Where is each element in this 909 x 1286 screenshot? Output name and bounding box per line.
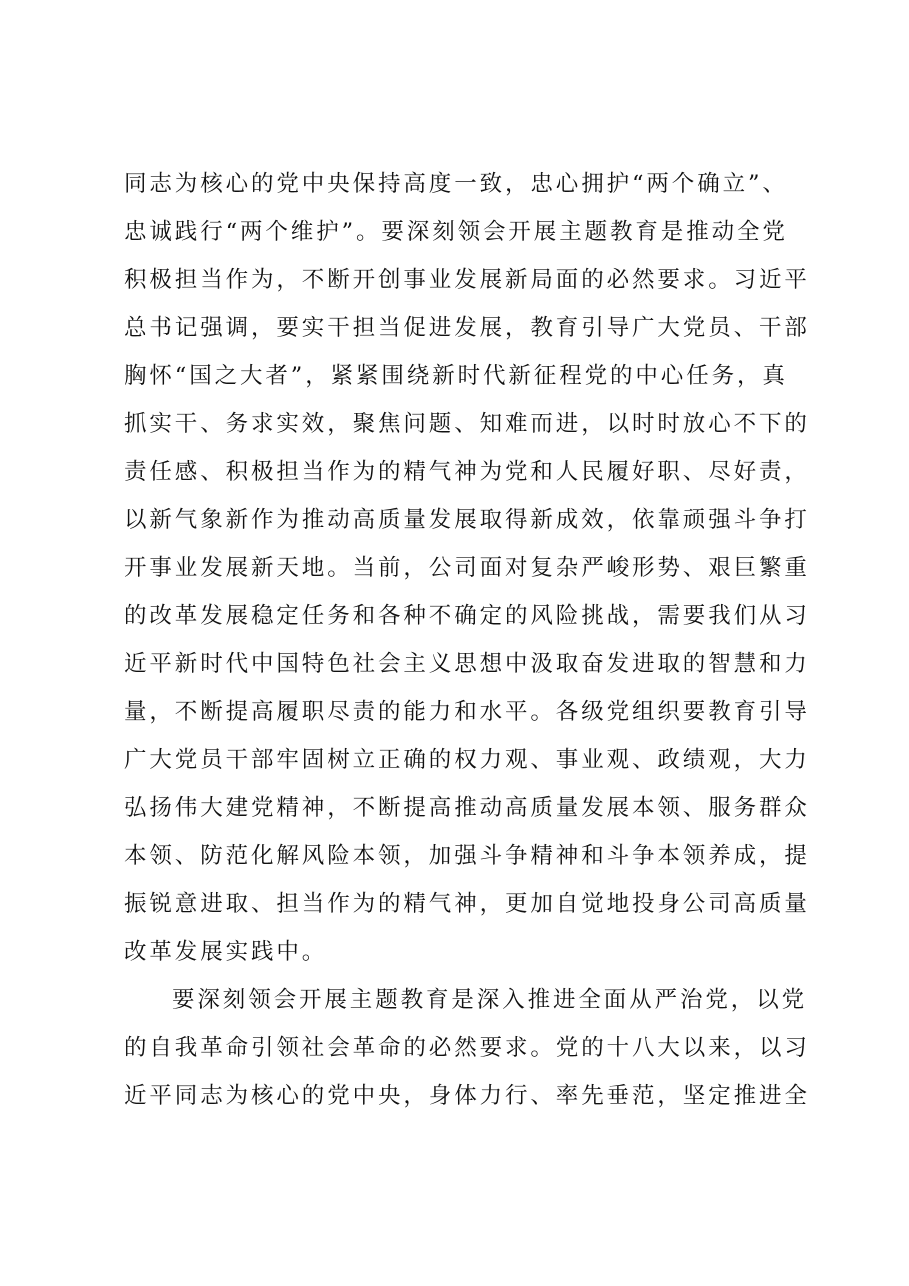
body-text <box>124 160 810 1120</box>
text-line: 以新气象新作为推动高质量发展取得新成效，依靠顽强斗争打 <box>124 507 810 533</box>
text-line: 胸怀“国之大者”，紧紧围绕新时代新征程党的中心任务，真 <box>124 363 788 389</box>
text-line: 广大党员干部牢固树立正确的权力观、事业观、政绩观，大力 <box>124 747 810 773</box>
text-line: 振锐意进取、担当作为的精气神，更加自觉地投身公司高质量 <box>124 891 810 917</box>
text-line: 本领、防范化解风险本领，加强斗争精神和斗争本领养成，提 <box>124 843 810 869</box>
text-line: 同志为核心的党中央保持高度一致，忠心拥护“两个确立”、 <box>124 171 788 197</box>
paragraph-start-line: 要深刻领会开展主题教育是深入推进全面从严治党，以党 <box>172 987 808 1013</box>
text-line: 忠诚践行“两个维护”。要深刻领会开展主题教育是推动全党 <box>124 219 788 245</box>
text-line: 总书记强调，要实干担当促进发展，教育引导广大党员、干部 <box>124 315 810 341</box>
text-line: 弘扬伟大建党精神，不断提高推动高质量发展本领、服务群众 <box>124 795 810 821</box>
text-line: 量，不断提高履职尽责的能力和水平。各级党组织要教育引导 <box>124 699 810 725</box>
text-line: 改革发展实践中。 <box>124 939 328 965</box>
text-line: 的自我革命引领社会革命的必然要求。党的十八大以来，以习 <box>124 1035 810 1061</box>
text-line: 的改革发展稳定任务和各种不确定的风险挑战，需要我们从习 <box>124 603 810 629</box>
text-line: 抓实干、务求实效，聚焦问题、知难而进，以时时放心不下的 <box>124 411 810 437</box>
text-line: 近平新时代中国特色社会主义思想中汲取奋发进取的智慧和力 <box>124 651 810 677</box>
text-line: 开事业发展新天地。当前，公司面对复杂严峻形势、艰巨繁重 <box>124 555 810 581</box>
text-line: 责任感、积极担当作为的精气神为党和人民履好职、尽好责， <box>124 459 810 485</box>
text-line: 近平同志为核心的党中央，身体力行、率先垂范，坚定推进全 <box>124 1083 810 1109</box>
text-line: 积极担当作为，不断开创事业发展新局面的必然要求。习近平 <box>124 267 810 293</box>
